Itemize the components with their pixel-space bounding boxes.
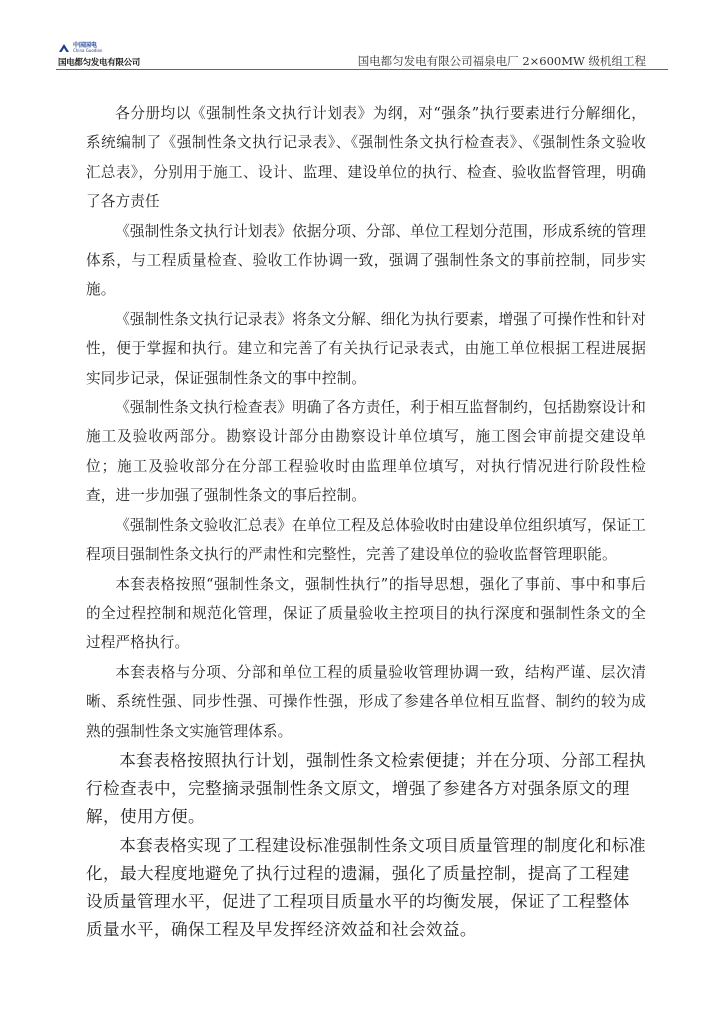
- logo-english-name: China Guodian: [73, 48, 103, 53]
- header-divider: [56, 69, 668, 70]
- paragraph: 本套表格实现了工程建设标准强制性条文项目质量管理的制度化和标准化，最大程度地避免了执行过程的遗漏，强化了质量控制，提高了工程建设质量管理水平，促进了工程项目质量水平的均衡发展，保证了工程整体质量水平，确保工程及早发挥经济效益和社会效益。: [86, 835, 646, 940]
- logo-company-name: 国电都匀发电有限公司: [58, 58, 141, 68]
- paragraph: 《强制性条文验收汇总表》在单位工程及总体验收时由建设单位组织填写，保证工程项目强制性条文执行的严肃性和完整性，完善了建设单位的验收监督管理职能。: [86, 516, 646, 564]
- paragraph: 本套表格按照“强制性条文，强制性执行”的指导思想，强化了事前、事中和事后的全过程控制和规范化管理，保证了质量验收主控项目的执行深度和强制性条文的全过程严格执行。: [86, 575, 646, 652]
- paragraph: 本套表格按照执行计划，强制性条文检索便捷；并在分项、分部工程执行检查表中，完整摘录强制性条文原文，增强了参建各方对强条原文的理解，使用方便。: [86, 750, 646, 827]
- guodian-logo-icon: [58, 43, 70, 53]
- paragraph: 《强制性条文执行计划表》依据分项、分部、单位工程划分范围，形成系统的管理体系，与工程质量检查、验收工作协调一致，强调了强制性条文的事前控制，同步实施。: [86, 222, 646, 299]
- logo-name: 中国国电: [73, 42, 98, 49]
- paragraph: 《强制性条文执行检查表》明确了各方责任，利于相互监督制约，包括勘察设计和施工及验收两部分。勘察设计部分由勘察设计单位填写，施工图会审前提交建设单位；施工及验收部分在分部工程验收时由监理单位填写，对执行情况进行阶段性检查，进一步加强了强制性条文的事后控制。: [86, 399, 646, 505]
- paragraph: 《强制性条文执行记录表》将条文分解、细化为执行要素，增强了可操作性和针对性，便于掌握和执行。建立和完善了有关执行记录表式，由施工单位根据工程进展据实同步记录，保证强制性条文的事中控制。: [86, 310, 646, 387]
- company-logo: [58, 42, 148, 68]
- paragraph: 本套表格与分项、分部和单位工程的质量验收管理协调一致，结构严谨、层次清晰、系统性强、同步性强、可操作性强，形成了参建各单位相互监督、制约的较为成熟的强制性条文实施管理体系。: [86, 663, 646, 740]
- page-header-title: 国电都匀发电有限公司福泉电厂 2×600MW 级机组工程: [357, 54, 646, 68]
- paragraph: 各分册均以《强制性条文执行计划表》为纲，对“强条”执行要素进行分解细化，系统编制了《强制性条文执行记录表》、《强制性条文执行检查表》、《强制性条文验收汇总表》，分别用于施工、设计、监理、建设单位的执行、检查、验收监督管理，明确了各方责任: [86, 105, 646, 211]
- body-text: [86, 99, 646, 944]
